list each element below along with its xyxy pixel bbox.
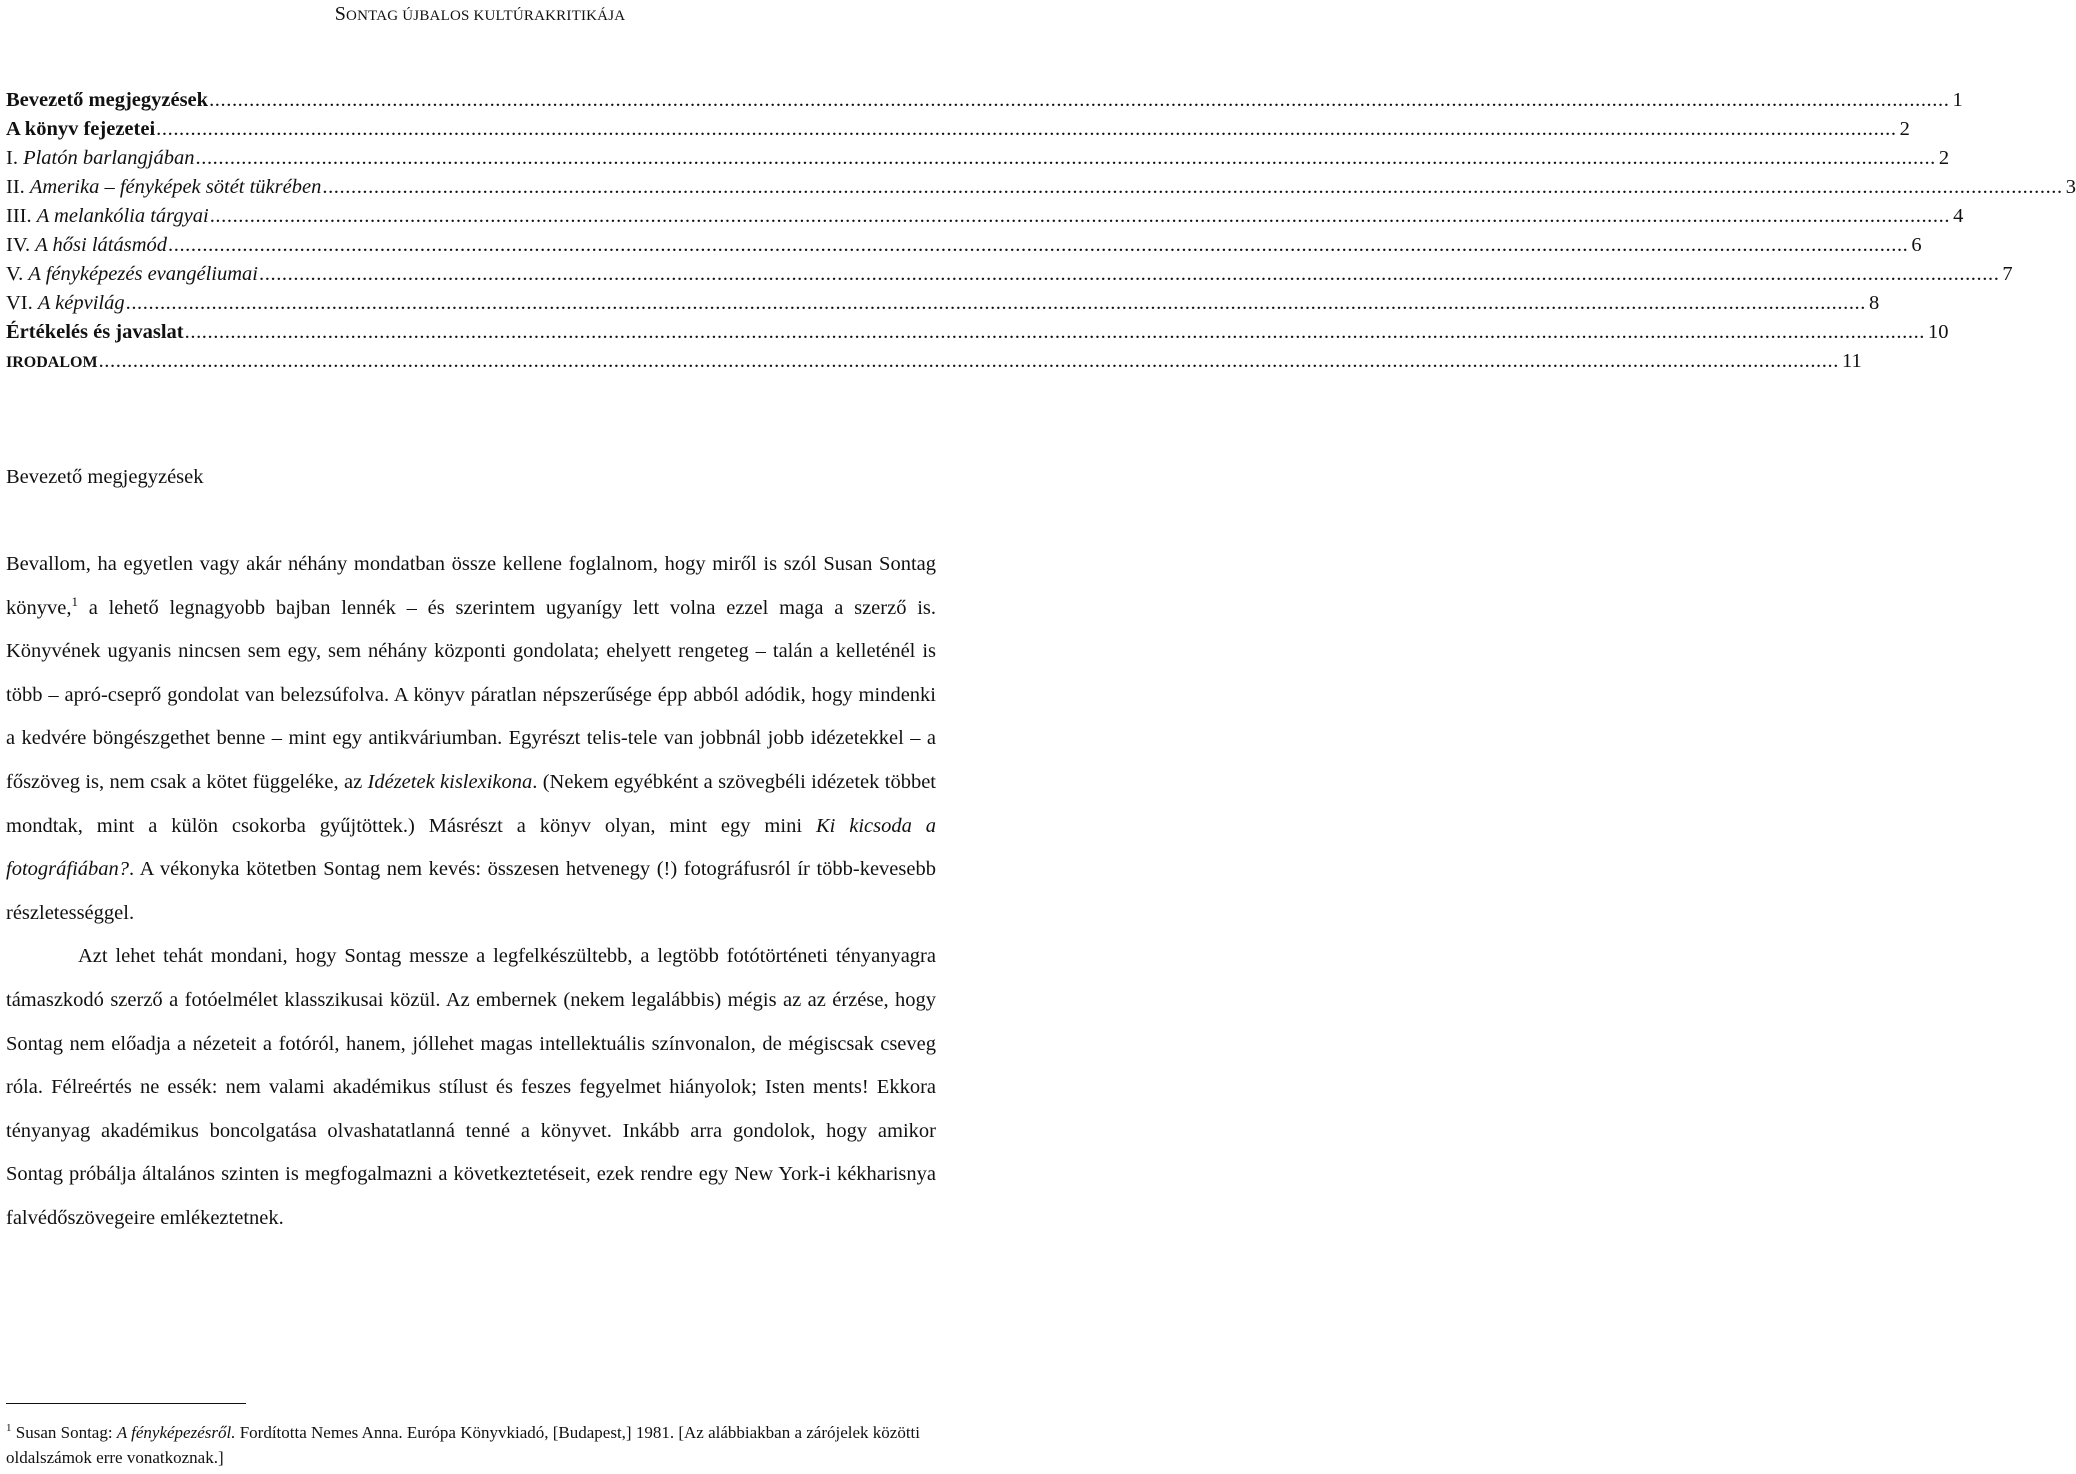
toc-leader-dots bbox=[322, 173, 2062, 202]
toc-chapter-numeral: II. bbox=[6, 176, 30, 198]
section-heading: Bevezető megjegyzések bbox=[6, 466, 204, 488]
toc-entry-chapter-1[interactable] bbox=[6, 144, 1950, 173]
toc-entry-label: Bevezető megjegyzések bbox=[6, 89, 209, 111]
paragraph-2: Azt lehet tehát mondani, hogy Sontag messze a legfelkészültebb, a legtöbb fotótörténeti tényanyagra támaszkodó szerző a fotóelmélet klasszikusai közül. Az embernek (nekem legalábbis) mégis az az érzése, hogy Sontag nem előadja a nézeteit a fotóról, hanem, jóllehet magas intellektuális színvonalon, de mégiscsak cseveg róla. Félreértés ne essék: nem valami akadémikus stílust és feszes fegyelmet hiányolok; Isten ments! Ekkora tényanyag akadémikus boncolgatása olvashatatlanná tenné a könyvet. Inkább arra gondolok, hogy amikor Sontag próbálja általános szinten is megfogalmazni a következtetéseit, ezek rendre egy New York-i kékharisnya falvédőszövegeire emlékeztetnek. bbox=[6, 945, 936, 1229]
paragraph-1 bbox=[6, 543, 936, 935]
paragraph-1-text-b: a lehető legnagyobb bajban lennék – és szerintem ugyanígy lett volna ezzel maga a szerző is. Könyvének ugyanis nincsen sem egy, sem néhány központi gondolata; ehelyett rengeteg – talán a kelleténél is több – apró-cseprő gondolat van belezsúfolva. A könyv páratlan népszerűsége épp abból adódik, hogy mindenki a kedvére böngészgethet benne – mint egy antikváriumban. Egyrészt telis-tele van jobbnál jobb idézetekkel – a főszöveg is, nem csak a kötet függeléke, az bbox=[6, 596, 936, 793]
toc-entry-label: IRODALOM bbox=[6, 354, 98, 371]
toc-entry-chapter-6[interactable] bbox=[6, 289, 1880, 318]
book-title-italic: Ki kicsoda a fotográfiában? bbox=[6, 814, 936, 881]
toc-page-number: 2 bbox=[1938, 147, 1950, 169]
toc-leader-dots bbox=[126, 289, 1866, 318]
toc-entry-irodalom[interactable] bbox=[6, 347, 1862, 376]
toc-entry-ertekeles[interactable] bbox=[6, 318, 1949, 347]
toc-page-number: 3 bbox=[2065, 176, 2076, 198]
toc-entry-label bbox=[6, 260, 258, 289]
toc-entry-label: A könyv fejezetei bbox=[6, 118, 156, 140]
toc-leader-dots bbox=[196, 144, 1936, 173]
toc-entry-chapter-2[interactable] bbox=[6, 173, 2076, 202]
toc-page-number: 6 bbox=[1911, 234, 1922, 256]
toc-page-number: 1 bbox=[1952, 89, 1963, 111]
toc-leader-dots bbox=[210, 202, 1950, 231]
toc-chapter-numeral: IV. bbox=[6, 234, 36, 256]
toc-chapter-numeral: I. bbox=[6, 147, 24, 169]
toc-chapter-title: A képvilág bbox=[37, 292, 125, 314]
toc-entry-bevezeto[interactable] bbox=[6, 86, 1963, 115]
footnote-book-title: A fényképezésről. bbox=[116, 1423, 236, 1442]
toc-chapter-numeral: VI. bbox=[6, 292, 38, 314]
paragraph-1-text-a: Bevallom, ha egyetlen vagy akár néhány mondatban össze kellene foglalnom, hogy miről is szól Susan Sontag könyve, bbox=[6, 553, 936, 619]
toc-leader-dots bbox=[259, 260, 1999, 289]
toc-entry-chapter-4[interactable] bbox=[6, 231, 1922, 260]
footnote bbox=[6, 1420, 926, 1470]
body-text bbox=[6, 543, 936, 1241]
toc-page-number: 10 bbox=[1928, 321, 1949, 343]
toc-leader-dots bbox=[209, 86, 1949, 115]
page-title bbox=[0, 2, 960, 28]
toc-leader-dots bbox=[156, 115, 1896, 144]
toc-entry-chapter-3[interactable] bbox=[6, 202, 1964, 231]
toc-leader-dots bbox=[185, 318, 1925, 347]
toc-entry-chapter-5[interactable] bbox=[6, 260, 2013, 289]
toc-chapter-title: Amerika – fényképek sötét tükrében bbox=[29, 176, 322, 198]
book-title-italic: Idézetek kislexikona bbox=[367, 770, 533, 793]
toc-page-number: 11 bbox=[1841, 350, 1862, 372]
footnote-text-a: Susan Sontag: bbox=[11, 1423, 117, 1442]
page-title-rest: ONTAG ÚJBALOS KULTÚRAKRITIKÁJA bbox=[346, 8, 626, 24]
paragraph-1-text-d: . A vékonyka kötetben Sontag nem kevés: összesen hetvenegy (!) fotográfusról ír több-kevesebb részletességgel. bbox=[6, 858, 936, 924]
toc-chapter-title: A hősi látásmód bbox=[35, 234, 167, 256]
toc-entry-label bbox=[6, 231, 167, 260]
paragraph-1-text-c: . (Nekem egyébként a szövegbéli idézetek többet mondtak, mint a külön csokorba gyűjtöttek.) Másrészt a könyv olyan, mint egy mini bbox=[6, 770, 936, 837]
page-title-initial: S bbox=[334, 3, 347, 25]
toc-chapter-title: A melankólia tárgyai bbox=[36, 205, 209, 227]
toc-page-number: 2 bbox=[1899, 118, 1910, 140]
toc-entry-label bbox=[6, 144, 195, 173]
toc-entry-fejezetek[interactable] bbox=[6, 115, 1910, 144]
toc-entry-label bbox=[6, 202, 209, 231]
toc-page-number: 4 bbox=[1953, 205, 1964, 227]
toc-entry-label: Értékelés és javaslat bbox=[6, 321, 184, 343]
toc-chapter-numeral: III. bbox=[6, 205, 37, 227]
toc-leader-dots bbox=[168, 231, 1908, 260]
footnote-reference[interactable]: 1 bbox=[71, 593, 78, 609]
toc-page-number: 8 bbox=[1869, 292, 1880, 314]
toc-leader-dots bbox=[99, 347, 1839, 376]
table-of-contents bbox=[6, 86, 2076, 376]
toc-page-number: 7 bbox=[2002, 263, 2013, 285]
footnote-number: 1 bbox=[6, 1422, 12, 1434]
toc-chapter-numeral: V. bbox=[6, 263, 29, 285]
toc-entry-label bbox=[6, 289, 125, 318]
toc-entry-label bbox=[6, 173, 321, 202]
footnote-separator bbox=[6, 1403, 246, 1404]
toc-chapter-title: A fényképezés evangéliumai bbox=[28, 263, 259, 285]
footnote-text-b: Fordította Nemes Anna. Európa Könyvkiadó, [Budapest,] 1981. [Az alábbiakban a zárójelek közötti oldalszámok erre vonatkoznak.] bbox=[6, 1423, 921, 1467]
toc-chapter-title: Platón barlangjában bbox=[23, 147, 195, 169]
